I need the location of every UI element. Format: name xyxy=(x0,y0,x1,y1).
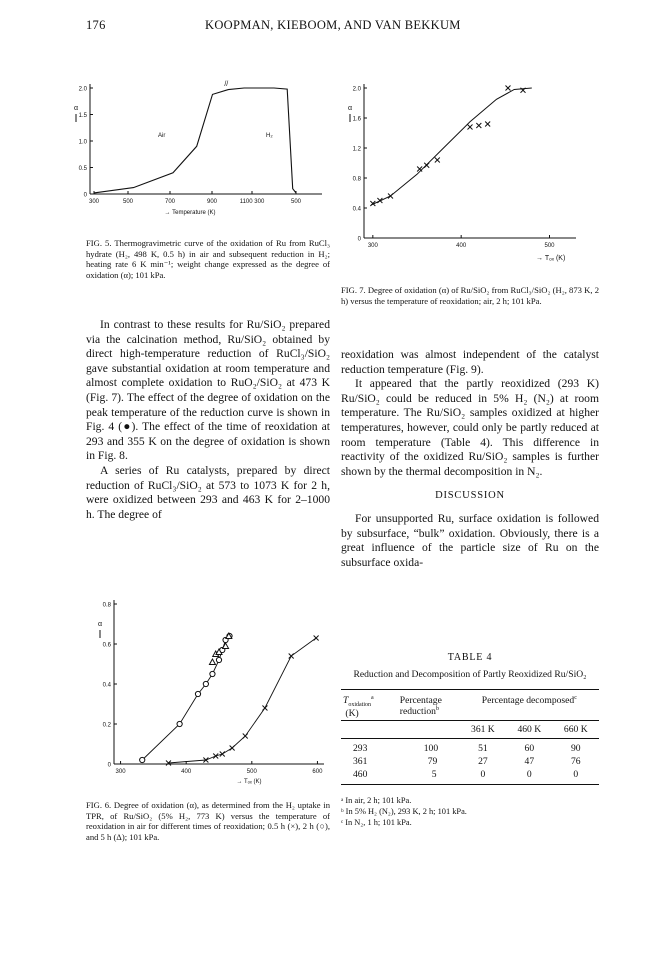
x-tick-label: 600 xyxy=(312,769,323,775)
table-footnote: ᵇ In 5% H₂ (N₂), 293 K, 2 h; 101 kPa. xyxy=(341,807,467,817)
y-axis-label: α xyxy=(73,105,79,112)
y-axis-label: α xyxy=(347,105,353,112)
y-tick-label: 0 xyxy=(83,192,87,199)
figure-5-caption: FIG. 5. Thermogravimetric curve of the oxidation of Ru from RuCl₃ hydrate (H₂, 498 K, 0.5 h) in air and subsequent reduction in H₂; heating rate 6 K min⁻¹; weight change expressed as the degree of oxidation (α); 101 kPa. xyxy=(86,238,330,280)
running-title: KOOPMAN, KIEBOOM, AND VAN BEKKUM xyxy=(205,18,461,32)
table-cell: 0 xyxy=(526,769,532,781)
x-axis-label: → Tₒₓ (K) xyxy=(536,255,566,262)
figure-7-chart xyxy=(340,78,590,273)
data-point-circle xyxy=(216,657,221,662)
y-axis-label: α xyxy=(97,621,103,628)
label-h2: H₂ xyxy=(266,133,273,139)
page-number: 176 xyxy=(86,18,106,32)
table-cell: 0 xyxy=(480,769,486,781)
col-header-toxidation: $T_{oxidation}^a$ (K) xyxy=(343,695,374,720)
fitted-curve xyxy=(371,88,532,205)
x-tick-label: 500 xyxy=(290,199,302,205)
table-label: TABLE 4 xyxy=(447,652,493,663)
subcol-header: 460 K xyxy=(517,724,542,736)
paragraph: For unsupported Ru, surface oxidation is followed by subsurface, “bulk” oxidation. Obviously, there is a great influence of the particle size of Ru on the subsurface oxida- xyxy=(341,511,599,569)
axis-break-mark: // xyxy=(224,81,229,88)
y-tick-label: 0 xyxy=(107,762,111,769)
data-point-cross xyxy=(220,752,225,757)
data-point-cross xyxy=(262,706,267,711)
data-point-cross xyxy=(468,125,473,130)
figure-6-chart xyxy=(90,594,330,790)
table-cell: 51 xyxy=(478,743,488,755)
table-4-grid xyxy=(341,690,599,785)
y-tick-label: 2.0 xyxy=(78,86,87,93)
table-cell: 361 xyxy=(353,756,368,768)
table-cell: 5 xyxy=(431,769,437,781)
table-cell: 79 xyxy=(427,756,438,768)
x-tick-label: 300 xyxy=(367,243,378,249)
col-header-reduction: Percentage reduction$^b$ xyxy=(399,695,442,718)
y-tick-label: 1.6 xyxy=(352,116,361,123)
y-tick-label: 0.4 xyxy=(352,206,361,213)
table-cell: 60 xyxy=(524,743,535,755)
data-point-circle xyxy=(203,681,208,686)
x-tick-label: 300 xyxy=(115,769,126,775)
series-line-air xyxy=(94,88,252,193)
series-line xyxy=(169,638,317,763)
table-4 xyxy=(341,652,599,828)
data-point-cross xyxy=(213,754,218,759)
table-cell: 100 xyxy=(423,743,439,755)
x-tick-label: 900 xyxy=(206,199,218,205)
x-tick-label: 500 xyxy=(246,769,257,775)
figure-5-chart xyxy=(70,78,330,228)
table-cell: 460 xyxy=(353,769,368,781)
data-point-cross xyxy=(505,86,510,91)
table-cell: 27 xyxy=(478,756,488,768)
figure-5 xyxy=(70,78,330,228)
table-title: Reduction and Decomposition of Partly Reoxidized Ru/SiO₂ xyxy=(353,669,587,680)
y-tick-label: 1.0 xyxy=(78,139,87,146)
data-point-circle xyxy=(210,671,215,676)
right-column-text xyxy=(341,348,599,570)
data-point-circle xyxy=(177,721,182,726)
label-air: Air xyxy=(158,133,166,139)
data-point-cross xyxy=(417,167,422,172)
left-column-text xyxy=(86,318,330,522)
x-tick-label: 500 xyxy=(122,199,134,205)
data-point-cross xyxy=(424,163,429,168)
y-tick-label: 1.2 xyxy=(352,146,361,153)
x-tick-label: 500 xyxy=(544,243,555,249)
y-tick-label: 0.5 xyxy=(78,166,87,172)
paragraph: reoxidation was almost independent of the catalyst reduction temperature (Fig. 9). xyxy=(341,348,599,376)
data-point-cross xyxy=(476,123,481,128)
table-cell: 0 xyxy=(573,769,579,781)
subcol-header: 660 K xyxy=(563,724,588,736)
table-footnote: ᵃ In air, 2 h; 101 kPa. xyxy=(341,796,412,806)
data-point-cross xyxy=(435,158,440,163)
paragraph: It appeared that the partly reoxidized (293 K) Ru/SiO₂ could be reduced in 5% H₂ (N₂) at room temperature. The Ru/SiO₂ samples oxidized at higher temperatures, however, could only be partly reduced at room temperature (Table 4). This difference in reactivity of the oxidized Ru/SiO₂ samples is further shown by the thermal decomposition in N₂. xyxy=(341,377,599,478)
data-point-cross xyxy=(289,654,294,659)
x-axis-label: → Temperature (K) xyxy=(164,210,216,216)
y-tick-label: 2.0 xyxy=(352,86,361,93)
x-tick-label: 700 xyxy=(164,199,176,205)
y-tick-label: 0 xyxy=(357,236,361,243)
section-heading: DISCUSSION xyxy=(435,490,505,502)
table-cell: 293 xyxy=(353,743,368,755)
data-point-cross xyxy=(243,734,248,739)
figure-6 xyxy=(90,594,330,790)
data-point-cross xyxy=(230,746,235,751)
data-point-cross xyxy=(485,122,490,127)
figure-6-caption: FIG. 6. Degree of oxidation (α), as determined from the H₂ uptake in TPR, of Ru/SiO₂ (5% H₂, 773 K) versus the temperature of reoxidation in air for different times of reoxidation; 0.5 h (×), 2 h (○), and 5 h (Δ); 101 kPa. xyxy=(86,800,330,842)
y-tick-label: 0.8 xyxy=(102,602,111,609)
data-point-cross xyxy=(388,194,393,199)
table-cell: 90 xyxy=(570,743,581,755)
data-point-cross xyxy=(314,636,319,641)
x-tick-label: 400 xyxy=(181,769,192,775)
data-point-triangle xyxy=(209,659,215,665)
data-point-circle xyxy=(140,757,145,762)
table-cell: 76 xyxy=(570,756,581,768)
figure-7-caption: FIG. 7. Degree of oxidation (α) of Ru/SiO₂ from RuCl₃/SiO₂ (H₂, 873 K, 2 h) versus the temperature of reoxidation; air, 2 h; 101 kPa. xyxy=(341,285,599,306)
paragraph: In contrast to these results for Ru/SiO₂ prepared via the calcination method, Ru/SiO₂ obtained by direct high-temperature reduction of RuCl₃/SiO₂ gave substantial oxidation at room temperature and almost complete oxidation to RuO₂/SiO₂ at 473 K (Fig. 7). The effect of the degree of oxidation on the peak temperature of the reduction curve is shown in Fig. 4 (●). The effect of the time of reoxidation at 293 and 355 K on the degree of oxidation is shown in Fig. 8. xyxy=(86,318,330,463)
subcol-header: 361 K xyxy=(471,724,495,736)
x-axis-label: → Tₒₓ (K) xyxy=(236,779,262,785)
y-tick-label: 0.8 xyxy=(352,176,361,183)
y-tick-label: 1.5 xyxy=(78,113,87,119)
x-tick-label: 400 xyxy=(456,243,467,249)
series-line-h2 xyxy=(252,88,296,193)
figure-7 xyxy=(340,78,590,273)
y-tick-label: 0.6 xyxy=(102,642,111,649)
paragraph: A series of Ru catalysts, prepared by direct reduction of RuCl₃/SiO₂ at 573 to 1073 K for 2 h, were oxidized between 293 and 463 K for 2–1000 h. The degree of xyxy=(86,463,330,521)
y-tick-label: 0.2 xyxy=(102,722,111,729)
x-tick-label: 1100 300 xyxy=(239,199,265,205)
col-header-decomposed: Percentage decomposed$^c$ xyxy=(481,695,577,707)
data-point-circle xyxy=(195,691,200,696)
table-cell: 47 xyxy=(524,756,535,768)
table-footnote: ᶜ In N₂, 1 h; 101 kPa. xyxy=(341,818,412,828)
y-tick-label: 0.4 xyxy=(102,682,111,689)
x-tick-label: 300 xyxy=(88,199,100,205)
